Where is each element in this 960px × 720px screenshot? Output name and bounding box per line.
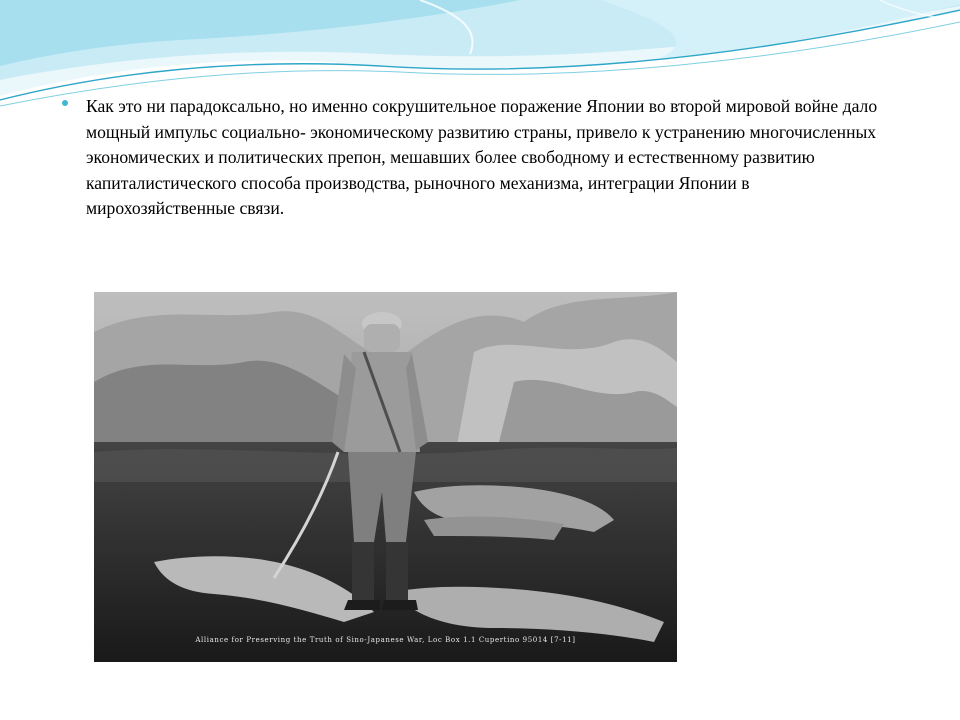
historical-photo bbox=[94, 292, 677, 662]
body-text: Как это ни парадоксально, но именно сокрушительное поражение Японии во второй мировой войне дало мощный импульс социально- экономическому развитию страны, привело к устранению многочисленных экономических и политических препон, мешавших более свободному и естественному развитию капиталистического способа производства, рыночного механизма, интеграции Японии в мирохозяйственные связи. bbox=[86, 96, 878, 219]
photo-caption: Alliance for Preserving the Truth of Sino-Japanese War, Loc Box 1.1 Cupertino 95014 [7-11] bbox=[195, 636, 576, 644]
bullet-icon bbox=[62, 100, 68, 106]
photo-illustration bbox=[94, 292, 677, 662]
